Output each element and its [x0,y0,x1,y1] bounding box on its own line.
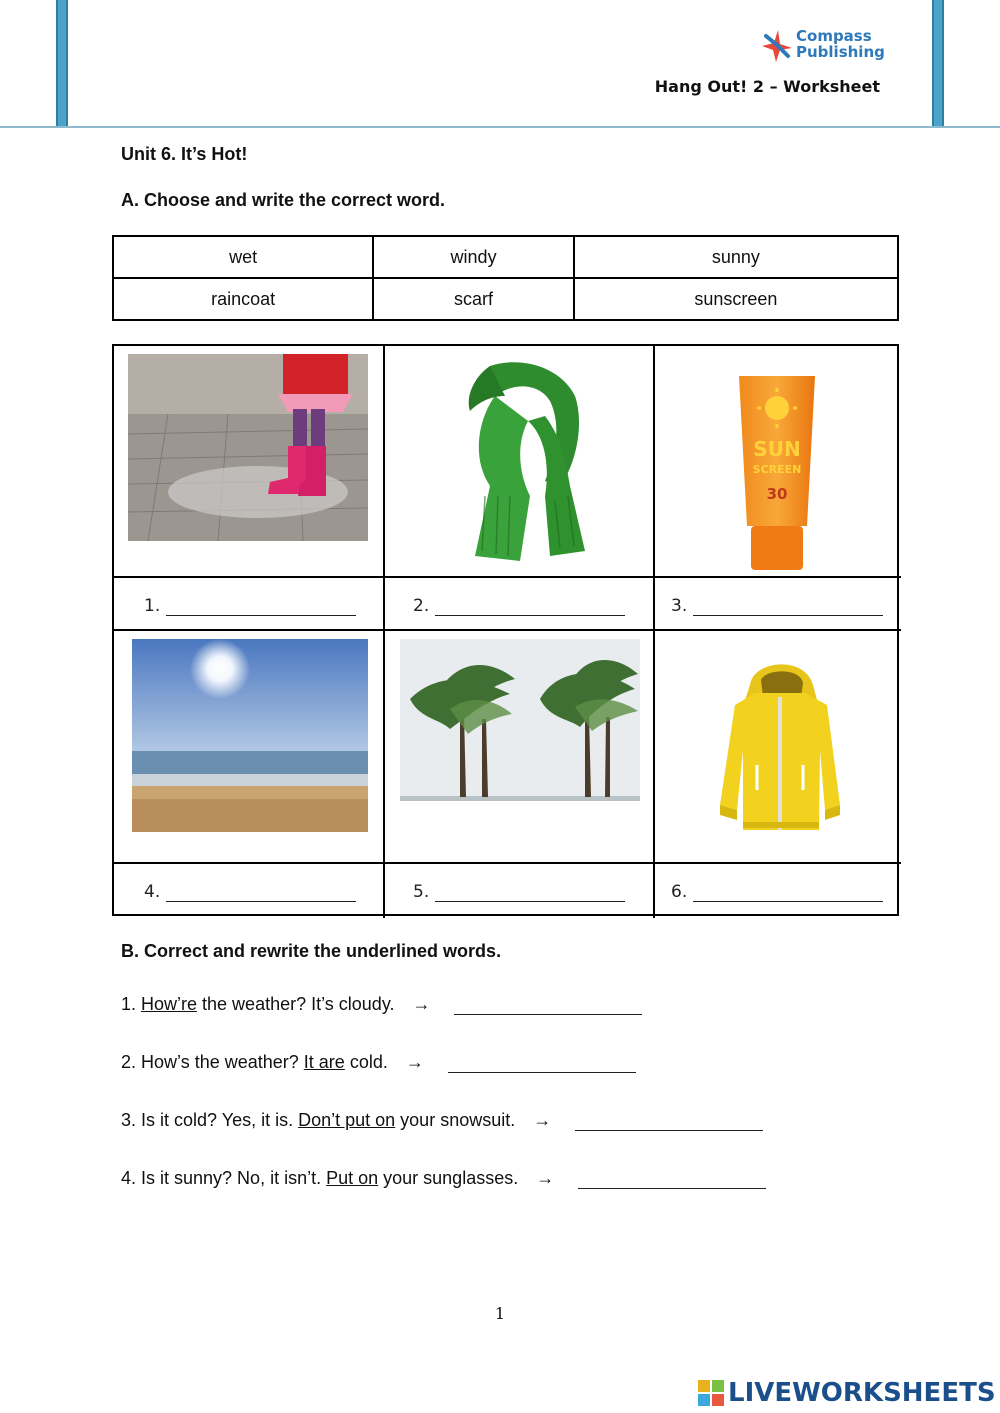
sentence-text: the weather? It’s cloudy. [197,994,395,1014]
sunscreen-label-sun: SUN [753,437,801,461]
page-number: 1 [494,1304,506,1323]
word-bank-cell: windy [373,236,573,278]
sentence-text: 4. Is it sunny? No, it isn’t. [121,1168,327,1188]
answer-blank[interactable] [435,602,625,616]
answer-5 [413,882,625,902]
arrow-icon: → [533,1110,552,1130]
sentence-2 [121,1052,636,1073]
answer-number: 2. [413,596,430,616]
underlined-words: Don’t put on [298,1110,396,1130]
sentence-text: cold. [344,1052,388,1072]
sentence-text: 3. Is it cold? Yes, it is. [121,1110,299,1130]
picture-cell-5 [385,631,655,864]
answer-6 [671,882,883,902]
word-bank-table [112,235,899,321]
rewrite-blank[interactable] [454,1001,642,1015]
sunny-beach-picture [132,639,368,832]
answer-blank[interactable] [435,888,625,902]
word-bank-cell: wet [113,236,373,278]
picture-grid [112,344,899,916]
unit-title: Unit 6. It’s Hot! [121,144,248,164]
yellow-raincoat-picture [705,655,855,840]
answer-cell-2 [385,578,655,631]
answer-number: 6. [671,882,688,902]
logo-square [698,1380,710,1392]
liveworksheets-logo [698,1378,996,1408]
section-a-title: A. Choose and write the correct word. [121,190,446,210]
logo-text-line1: Compass [796,27,872,45]
green-scarf-picture [450,356,590,566]
underlined-words: It are [303,1052,345,1072]
answer-number: 4. [144,882,161,902]
answer-blank[interactable] [693,602,883,616]
liveworksheets-text: LIVEWORKSHEETS [728,1378,996,1408]
answer-3 [671,596,883,616]
word-bank-row [113,236,898,278]
picture-cell-4 [114,631,385,864]
word-bank-cell: sunscreen [574,278,898,320]
answer-1 [144,596,356,616]
worksheet-title: Hang Out! 2 – Worksheet [654,77,880,96]
answer-blank[interactable] [693,888,883,902]
answer-cell-4 [114,864,385,918]
answer-cell-5 [385,864,655,918]
answer-number: 5. [413,882,430,902]
sentence-3 [121,1110,763,1131]
logo-square [698,1394,710,1406]
answer-number: 3. [671,596,688,616]
sentence-text: your sunglasses. [378,1168,519,1188]
header-divider [0,126,1000,128]
liveworksheets-icon [698,1380,724,1406]
star-icon [756,26,796,66]
answer-number: 1. [144,596,161,616]
logo-text [796,28,885,60]
rewrite-blank[interactable] [578,1175,766,1189]
logo-square [712,1380,724,1392]
underlined-words: Put on [326,1168,379,1188]
arrow-icon: → [405,1052,424,1072]
windy-palm-trees-picture [400,639,640,801]
answer-blank[interactable] [166,888,356,902]
header-left-bar [56,0,68,128]
arrow-icon: → [412,994,431,1014]
picture-cell-6 [655,631,901,864]
logo-text-line2: Publishing [796,43,885,61]
word-bank-row [113,278,898,320]
rewrite-blank[interactable] [448,1059,636,1073]
word-bank-cell: scarf [373,278,573,320]
rewrite-blank[interactable] [575,1117,763,1131]
sunscreen-label-spf: 30 [766,485,788,503]
arrow-icon: → [536,1168,555,1188]
picture-cell-1 [114,346,385,578]
section-b-title: B. Correct and rewrite the underlined words. [121,941,502,961]
underlined-words: How’re [141,994,198,1014]
picture-cell-2 [385,346,655,578]
word-bank-cell: sunny [574,236,898,278]
sentence-1 [121,994,642,1015]
sunscreen-bottle-picture [737,376,817,571]
answer-4 [144,882,356,902]
sentence-text: 2. How’s the weather? [121,1052,304,1072]
word-bank-cell: raincoat [113,278,373,320]
answer-cell-6 [655,864,901,918]
answer-blank[interactable] [166,602,356,616]
compass-publishing-logo [756,24,886,66]
answer-cell-3 [655,578,901,631]
puddle-boots-picture [128,354,368,541]
answer-cell-1 [114,578,385,631]
answer-2 [413,596,625,616]
sentence-4 [121,1168,766,1189]
logo-square [712,1394,724,1406]
header-right-bar [932,0,944,128]
sunscreen-label-screen: SCREEN [752,463,802,476]
sentence-text: 1. [121,994,142,1014]
picture-cell-3 [655,346,901,578]
sentence-text: your snowsuit. [395,1110,516,1130]
